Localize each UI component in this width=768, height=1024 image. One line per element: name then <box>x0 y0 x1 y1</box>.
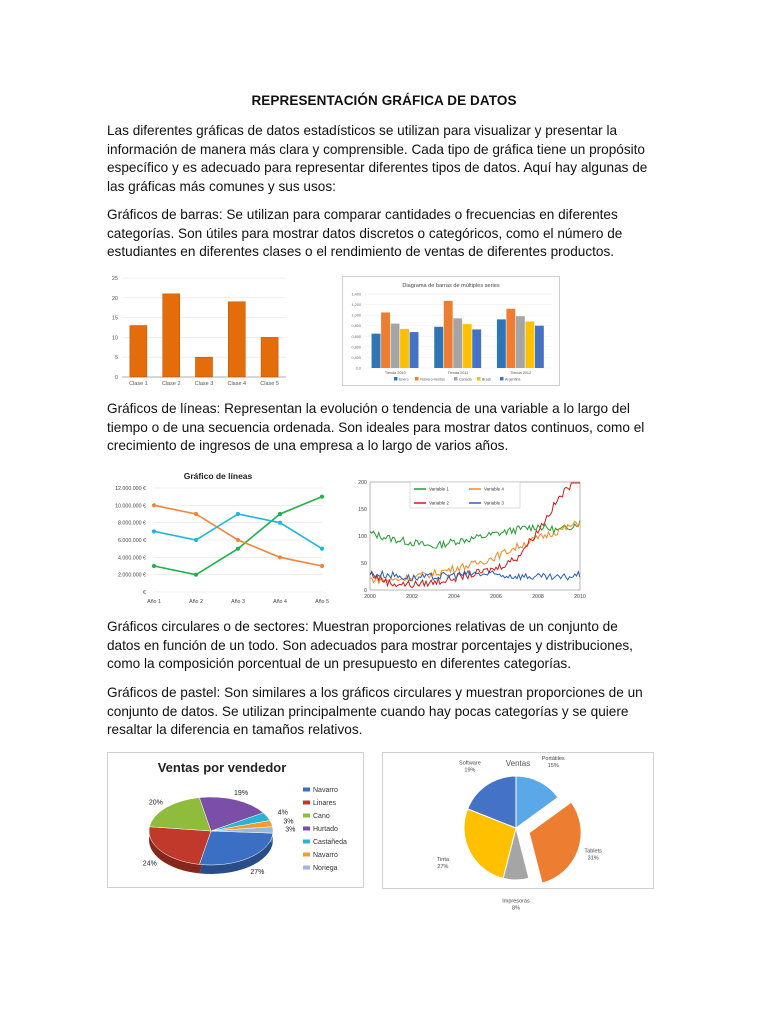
bar <box>472 329 481 368</box>
data-point <box>236 547 240 551</box>
data-point <box>278 555 282 559</box>
x-tick-label: 2002 <box>406 594 418 600</box>
data-label: 3% <box>283 818 294 826</box>
paragraph-intro: Las diferentes gráficas de datos estadísticos se utilizan para visualizar y presentar la información de manera más clara y comprensible. Cada tipo de gráfica tiene un propósito específico y es adecuado para representar diferentes tipos de datos. Aquí hay algunas de las gráficas más comunes y sus usos: <box>107 123 648 194</box>
paragraph-pastel: Gráficos de pastel: Son similares a los gráficos circulares y muestran proporciones de un conjunto de datos. Se utilizan principalmente cuando hay pocas categorías y se quiere resaltar la diferencia en tamaños relativos. <box>107 685 643 738</box>
x-tick-label: Clase 5 <box>260 381 279 387</box>
y-tick-label: 0 <box>364 588 367 594</box>
legend-swatch <box>477 377 481 381</box>
y-tick-label: 100 <box>358 534 367 540</box>
legend-label: Variable 3 <box>484 500 504 506</box>
bar <box>434 327 443 368</box>
data-label: 19% <box>234 789 249 797</box>
legend-swatch <box>303 866 310 870</box>
data-label: 4% <box>277 809 288 817</box>
data-label: 27% <box>250 868 265 876</box>
series-line <box>154 497 322 575</box>
legend-label: Variable 4 <box>484 486 504 492</box>
data-point <box>278 521 282 525</box>
data-point <box>152 564 156 568</box>
paragraph-lineas: Gráficos de líneas: Representan la evolución o tendencia de una variable a lo largo del tiempo o de una secuencia ordenada. Son ideales para mostrar datos continuos, como el crecimiento de ingresos de una empresa a lo largo de varios años. <box>107 401 645 454</box>
chart-title: Ventas <box>505 759 531 768</box>
legend-label: Cano <box>313 813 330 820</box>
x-tick-label: Año 1 <box>147 599 161 605</box>
bar <box>497 319 506 368</box>
legend-label: Febrero-Ventas <box>420 377 445 382</box>
legend-label: Argentina <box>505 377 521 382</box>
data-point <box>152 503 156 507</box>
y-tick-label: 2.000.000 € <box>118 572 146 579</box>
legend-label: Brasil <box>482 377 491 382</box>
bar <box>444 301 453 368</box>
category-label: Impresoras <box>502 898 530 905</box>
bar-chart-multiple-series <box>342 276 560 386</box>
x-tick-label: Clase 1 <box>129 381 148 387</box>
data-point <box>320 564 324 568</box>
paragraph-barras: Gráficos de barras: Se utilizan para comparar cantidades o frecuencias en diferentes categorías. Son útiles para mostrar datos discretos o categóricos, como el número de estudiantes en diferentes clases o el rendimiento de ventas de diferentes productos. <box>107 207 623 260</box>
x-tick-label: Clase 3 <box>194 381 214 387</box>
x-tick-label: Tienda 2010 <box>384 371 406 375</box>
bar <box>381 313 390 369</box>
y-tick-label: 10 <box>111 335 118 342</box>
legend-swatch <box>303 801 310 805</box>
legend-label: Navarro <box>313 852 338 859</box>
bar <box>372 334 381 368</box>
bar <box>391 324 400 368</box>
data-label: 3% <box>285 826 296 834</box>
data-point <box>152 529 156 533</box>
y-tick-label: 12.000.000 € <box>115 486 146 492</box>
x-tick-label: Tienda 2012 <box>510 371 532 375</box>
x-tick-label: 2006 <box>490 594 502 600</box>
bar <box>525 321 534 368</box>
legend-swatch <box>394 377 398 381</box>
y-tick-label: 0,0 <box>355 366 361 371</box>
x-tick-label: Año 4 <box>273 599 287 605</box>
bar <box>535 326 544 368</box>
category-label: Portátiles <box>541 755 565 762</box>
legend-label: Hurtado <box>313 826 338 833</box>
bar <box>453 318 462 368</box>
y-tick-label: 150 <box>358 507 367 513</box>
line-chart-variables <box>352 472 598 602</box>
data-point <box>236 538 240 542</box>
data-label: 24% <box>142 860 157 868</box>
category-label: Software <box>459 760 481 767</box>
x-tick-label: Año 2 <box>189 599 203 605</box>
bar <box>195 357 212 377</box>
data-label: 15% <box>547 762 559 769</box>
bar <box>410 332 419 368</box>
legend-label: Canada <box>459 377 472 382</box>
line-chart-annual <box>106 466 331 611</box>
series-line <box>370 520 580 548</box>
bar-chart-clases <box>104 270 290 390</box>
category-label: Tinta <box>436 857 449 864</box>
bar <box>261 337 278 377</box>
x-tick-label: Año 5 <box>315 599 329 605</box>
y-tick-label: 200 <box>358 480 367 486</box>
data-label: 27% <box>437 864 449 871</box>
y-tick-label: 25 <box>111 276 118 282</box>
bar <box>516 316 525 368</box>
y-tick-label: 1,200 <box>351 303 361 308</box>
pie-chart-ventas-vendedor <box>107 752 364 888</box>
y-tick-label: 8.000.000 € <box>118 520 146 527</box>
y-tick-label: 20 <box>111 295 118 302</box>
data-point <box>278 512 282 516</box>
y-tick-label: 0,800 <box>351 324 361 329</box>
data-point <box>320 547 324 551</box>
pie-chart-ventas <box>382 752 654 912</box>
data-point <box>320 495 324 499</box>
x-tick-label: Tienda 2011 <box>447 371 469 375</box>
y-tick-label: 0 <box>114 375 118 381</box>
y-tick-label: 4.000.000 € <box>118 555 146 562</box>
series-line <box>154 514 322 549</box>
legend-swatch <box>303 814 310 818</box>
y-tick-label: 15 <box>111 315 118 322</box>
x-tick-label: 2008 <box>532 594 544 600</box>
legend-swatch <box>500 377 504 381</box>
legend-label: Variable 2 <box>429 500 449 506</box>
legend-label: Linares <box>313 800 336 807</box>
bar <box>506 309 515 368</box>
bar <box>228 302 245 377</box>
legend-swatch <box>415 377 419 381</box>
category-label: Tablets <box>584 848 602 855</box>
bar <box>163 294 180 377</box>
data-label: 20% <box>148 799 163 807</box>
y-tick-label: 1,400 <box>351 292 361 297</box>
legend-label: Noriega <box>313 865 338 872</box>
chart-title: Diagrama de barras de múltiples series <box>402 283 500 289</box>
data-label: 19% <box>464 767 476 774</box>
data-point <box>194 573 198 577</box>
bar <box>400 329 409 368</box>
x-tick-label: Año 3 <box>231 599 245 605</box>
chart-title: Ventas por vendedor <box>157 760 287 775</box>
legend-label: Navarro <box>313 787 338 794</box>
y-tick-label: € <box>143 590 146 596</box>
legend-label: Enero <box>399 377 409 382</box>
bar <box>463 324 472 368</box>
legend-swatch <box>303 827 310 831</box>
y-tick-label: 0,400 <box>351 355 361 360</box>
y-tick-label: 1,000 <box>351 313 361 318</box>
y-tick-label: 10.000.000 € <box>115 503 146 510</box>
x-tick-label: 2010 <box>574 594 586 600</box>
data-label: 8% <box>512 905 520 912</box>
legend-label: Variable 1 <box>429 486 449 492</box>
data-label: 31% <box>587 855 599 862</box>
x-tick-label: Clase 2 <box>161 381 181 387</box>
data-point <box>194 538 198 542</box>
legend-swatch <box>454 377 458 381</box>
legend-swatch <box>303 788 310 792</box>
bar <box>130 326 147 377</box>
y-tick-label: 6.000.000 € <box>118 538 146 544</box>
x-tick-label: Clase 4 <box>227 381 247 387</box>
legend-swatch <box>303 853 310 857</box>
page-title: REPRESENTACIÓN GRÁFICA DE DATOS <box>251 93 517 108</box>
series-line <box>370 571 580 581</box>
y-tick-label: 0,800 <box>351 345 361 350</box>
data-point <box>194 512 198 516</box>
chart-title: Gráfico de líneas <box>183 471 253 481</box>
y-tick-label: 0,600 <box>351 334 361 339</box>
y-tick-label: 50 <box>361 561 367 567</box>
legend-swatch <box>303 840 310 844</box>
legend-label: Castañeda <box>313 839 347 846</box>
paragraph-circulares: Gráficos circulares o de sectores: Muestran proporciones relativas de un conjunto de datos en función de un todo. Son adecuados para mostrar porcentajes y distribuciones, como la composición porcentual de un presupuesto en diferentes categorías. <box>107 619 633 672</box>
x-tick-label: 2000 <box>364 594 376 600</box>
x-tick-label: 2004 <box>448 594 460 600</box>
data-point <box>236 512 240 516</box>
y-tick-label: 5 <box>114 355 118 362</box>
